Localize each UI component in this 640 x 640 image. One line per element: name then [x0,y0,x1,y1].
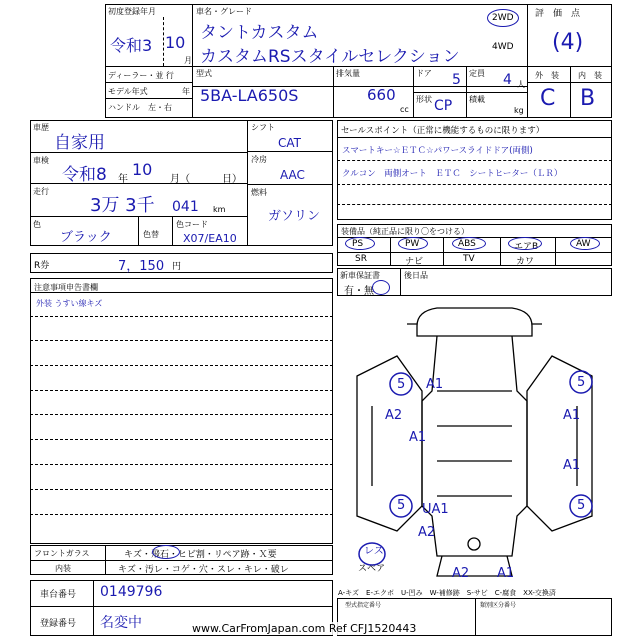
color-no-label: 色替 [143,230,159,239]
model-code: 5BA-LA650S [200,86,299,105]
exterior-label: 外 装 [535,71,559,80]
notes-label: 注意事項申告書欄 [34,283,98,292]
equip-abs: ABS [458,239,476,249]
usage-label: 車歴 [33,123,49,132]
color-code-label: 色コード [176,220,208,229]
equip-tv: TV [463,254,475,264]
mileage-label: 走行 [33,187,49,196]
model-label: 型式 [196,69,212,78]
equip-abs-circle [452,237,486,250]
mark-left-mid: A1 [409,430,427,445]
mark-rear-left: A2 [418,525,436,540]
inspection-label: 車検 [33,156,49,165]
mileage-hand: 3万 3千 [90,195,155,216]
warranty-label: 新車保証書 [340,271,380,280]
color-label: 色 [33,220,41,229]
equip-aw: AW [576,239,591,249]
mark-rl-wheel: 5 [397,498,406,513]
equip-ps-circle [345,237,375,250]
usage: 自家用 [54,133,105,153]
inspection-month-unit: 月（ [170,174,190,185]
front-glass-text: キズ・飛石・ヒビ割・リペア跡・Ｘ要 [124,550,277,560]
chassis-no: 0149796 [100,584,163,600]
mark-right-door: A1 [563,408,581,423]
score: (4) [552,30,584,55]
displacement-label: 排気量 [336,69,360,78]
inspection-day-unit: 日） [222,174,242,185]
shape: CP [434,98,453,114]
mark-fl: A1 [426,377,444,392]
interior-cond-text: キズ・汚レ・コゲ・穴・スレ・キレ・破レ [118,565,289,575]
score-label: 評 価 点 [535,9,581,19]
inspection-era: 令和8 [62,165,107,185]
dealer-label: ディーラー・並 行 [108,71,174,80]
color-code: X07/EA10 [183,232,237,245]
load-label: 積載 [469,95,485,104]
equip-aw-circle [570,237,600,250]
month-unit: 月 [184,56,192,65]
spare-label: スペア [358,564,386,574]
equip-airbag-circle [508,237,542,250]
reg-value: 名変中 [100,615,142,631]
notes-box [30,278,333,544]
equipment-label: 装備品（純正品に限り〇をつける） [341,227,469,236]
car-name: タントカスタム [200,23,319,43]
mark-rl: UA1 [422,502,449,517]
class-label: 類別区分番号 [480,602,517,609]
warranty-circle [372,280,390,295]
mark-rr-wheel: 5 [577,498,586,513]
mark-right-mid: A1 [563,458,581,473]
sales-line-1: スマートキー☆ＥＴＣ☆パワースライドドア(両側) [342,146,533,156]
equip-leather: カワ [516,257,535,267]
recycle-box [30,253,333,273]
inspection-year-unit: 年 [118,174,128,185]
stone-chip-circle [152,545,180,559]
inspection-month: 10 [132,160,153,179]
equip-ps: PS [352,239,364,249]
car-body [422,336,527,556]
handle-label: ハンドル 左・右 [108,103,172,112]
door-label: ドア [416,69,432,78]
ac-label: 冷房 [251,155,267,164]
damage-legend: A-キズ E-エクボ U-凹み W-補修跡 S-サビ C-腐食 XX-交換済 [338,589,556,597]
after-label: 後日品 [404,271,428,280]
first-reg-month: 10 [165,33,186,52]
shift: CAT [278,136,301,150]
interior-label: 内 装 [578,71,602,80]
spare-mark: レス [364,546,384,557]
ac: AAC [280,168,305,182]
shift-label: シフト [251,123,275,132]
car-front-top [417,308,532,336]
mark-fr-wheel: 5 [577,375,586,390]
chassis-label: 車台番号 [40,590,77,600]
mileage-digits: 041 [172,199,199,215]
recycle-label: R券 [34,261,50,271]
drive-4wd: 4WD [492,42,514,52]
interior-cond-label: 内装 [55,564,71,573]
year-unit: 年 [182,87,190,96]
color: ブラック [60,230,112,245]
equip-navi: ナビ [405,257,424,267]
watermark: www.CarFromJapan.com Ref CFJ1520443 [192,622,417,635]
yen-unit: 円 [172,262,182,272]
capacity: 4 [503,72,512,88]
first-reg-era: 令和3 [110,36,153,55]
fuel: ガソリン [268,209,321,224]
reg-label: 登録番号 [40,619,77,629]
drive-2wd-circle [487,9,519,27]
warranty-value: 有・無 [344,286,374,297]
cc-unit: cc [400,105,409,114]
sales-points-label: セールスポイント（正常に機能するものに限ります） [341,126,545,136]
km-unit: km [213,205,226,214]
recycle-amount: 7，150 [118,259,165,274]
kg-unit: kg [514,106,524,115]
grade-label: 車名・グレード [196,7,252,16]
notes-text: 外装 うすい線キズ [36,299,103,308]
car-grade: カスタムRSスタイルセレクション [200,47,460,67]
shape-label: 形状 [416,95,432,104]
mark-rear-right: A1 [497,566,515,581]
form-label: 型式指定番号 [345,602,382,609]
displacement: 660 [367,86,396,104]
person-unit: 人 [517,80,525,89]
first-reg-label: 初度登録年月 [108,7,156,16]
interior-grade: B [580,86,596,111]
equip-pw-circle [398,237,428,250]
front-glass-label: フロントガラス [34,549,90,558]
capacity-label: 定員 [469,69,485,78]
mark-rear-bumper: A2 [452,566,470,581]
doors: 5 [452,72,461,88]
equip-pw: PW [405,239,420,249]
fuel-label: 燃料 [251,188,267,197]
model-year-label: モデル年式 [108,87,148,96]
equip-airbag: エアB [514,242,539,252]
exterior-grade: C [540,86,556,111]
equip-sr: SR [355,254,367,264]
mark-left-door: A2 [385,408,403,423]
drive-2wd: 2WD [492,13,514,23]
mark-fl-wheel: 5 [397,377,406,392]
sales-line-2: クルコン 両側オート ＥＴＣ シートヒーター（ＬＲ） [342,169,563,179]
